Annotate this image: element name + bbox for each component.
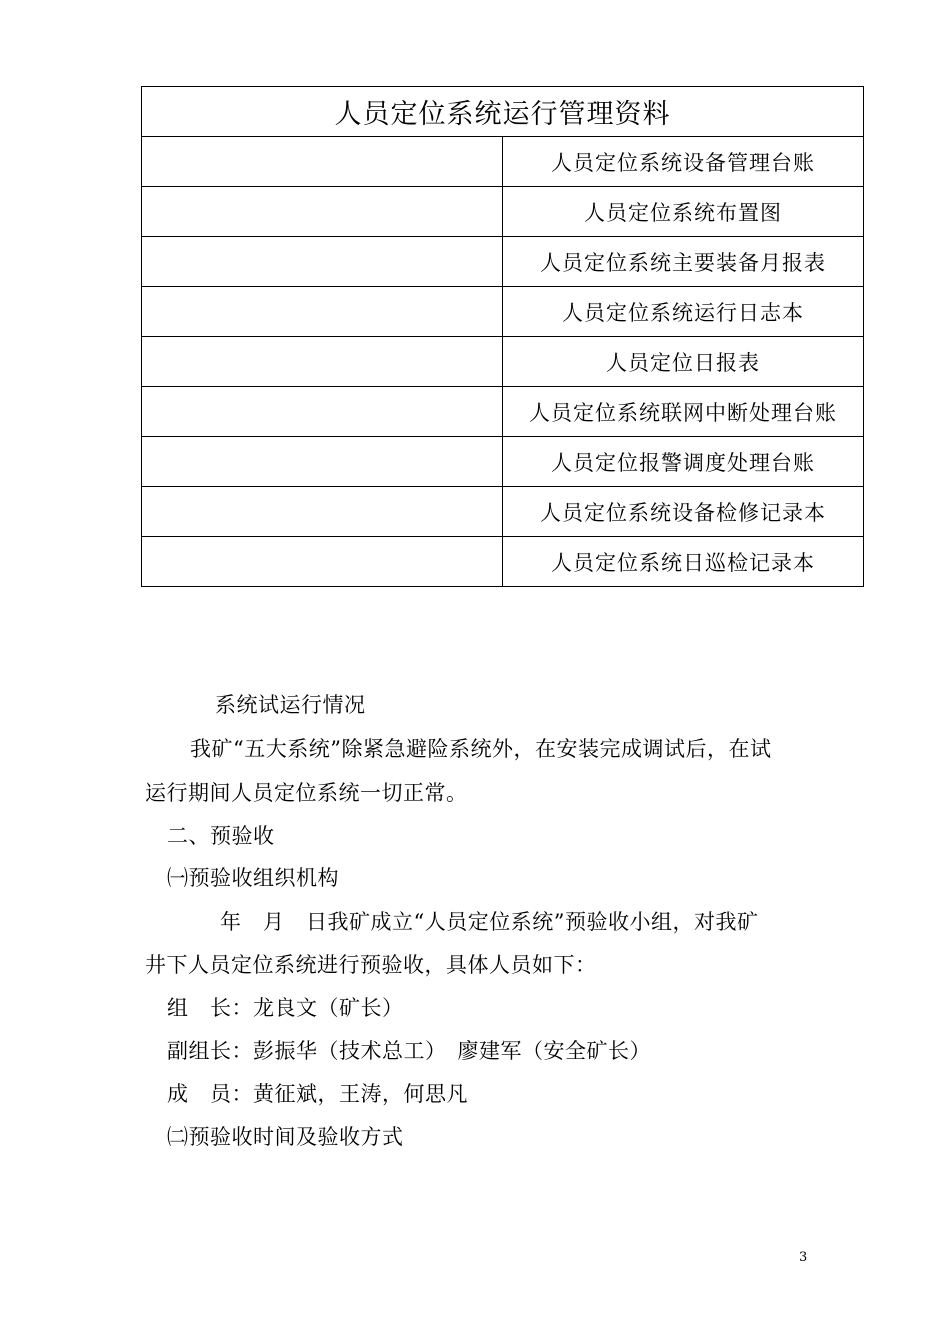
table-row: [142, 137, 864, 187]
paragraph-line: 井下人员定位系统进行预验收，具体人员如下：: [145, 953, 597, 977]
table-index-cell: [142, 537, 503, 587]
table-item: 人员定位系统运行日志本: [503, 287, 864, 337]
page-number: 3: [799, 1250, 808, 1265]
table-index-cell: [142, 437, 503, 487]
table-row: [142, 337, 864, 387]
table-row: [142, 237, 864, 287]
table-row: [142, 537, 864, 587]
section-heading: 系统试运行情况: [215, 693, 366, 717]
table-item: 人员定位系统主要装备月报表: [503, 237, 864, 287]
table-item: 人员定位系统设备管理台账: [503, 137, 864, 187]
paragraph-line: 我矿“五大系统”除紧急避险系统外，在安装完成调试后，在试: [190, 737, 772, 761]
table-row: [142, 187, 864, 237]
table-index-cell: [142, 387, 503, 437]
team-members: 成 员：黄征斌，王涛，何思凡: [167, 1082, 468, 1106]
table-item: 人员定位日报表: [503, 337, 864, 387]
team-leader: 组 长：龙良文（矿长）: [167, 996, 404, 1020]
table-row: [142, 387, 864, 437]
table-item: 人员定位系统布置图: [503, 187, 864, 237]
table-title-row: [142, 87, 864, 137]
subsection-heading: ㈠预验收组织机构: [167, 866, 339, 890]
table-item: 人员定位报警调度处理台账: [503, 437, 864, 487]
table-index-cell: [142, 237, 503, 287]
management-records-table: [141, 86, 864, 587]
table-row: [142, 287, 864, 337]
table-item: 人员定位系统日巡检记录本: [503, 537, 864, 587]
table-item: 人员定位系统设备检修记录本: [503, 487, 864, 537]
table-index-cell: [142, 187, 503, 237]
table-index-cell: [142, 487, 503, 537]
paragraph-line: 年 月 日我矿成立“人员定位系统”预验收小组，对我矿: [220, 910, 759, 934]
table-row: [142, 487, 864, 537]
table-index-cell: [142, 137, 503, 187]
subsection-heading: ㈡预验收时间及验收方式: [167, 1125, 404, 1149]
table-row: [142, 437, 864, 487]
table-index-cell: [142, 337, 503, 387]
section-heading: 二、预验收: [167, 824, 275, 848]
team-deputy: 副组长：彭振华（技术总工） 廖建军（安全矿长）: [167, 1039, 651, 1063]
table-title: 人员定位系统运行管理资料: [142, 87, 864, 137]
table-item: 人员定位系统联网中断处理台账: [503, 387, 864, 437]
table-index-cell: [142, 287, 503, 337]
paragraph-line: 运行期间人员定位系统一切正常。: [145, 781, 468, 805]
